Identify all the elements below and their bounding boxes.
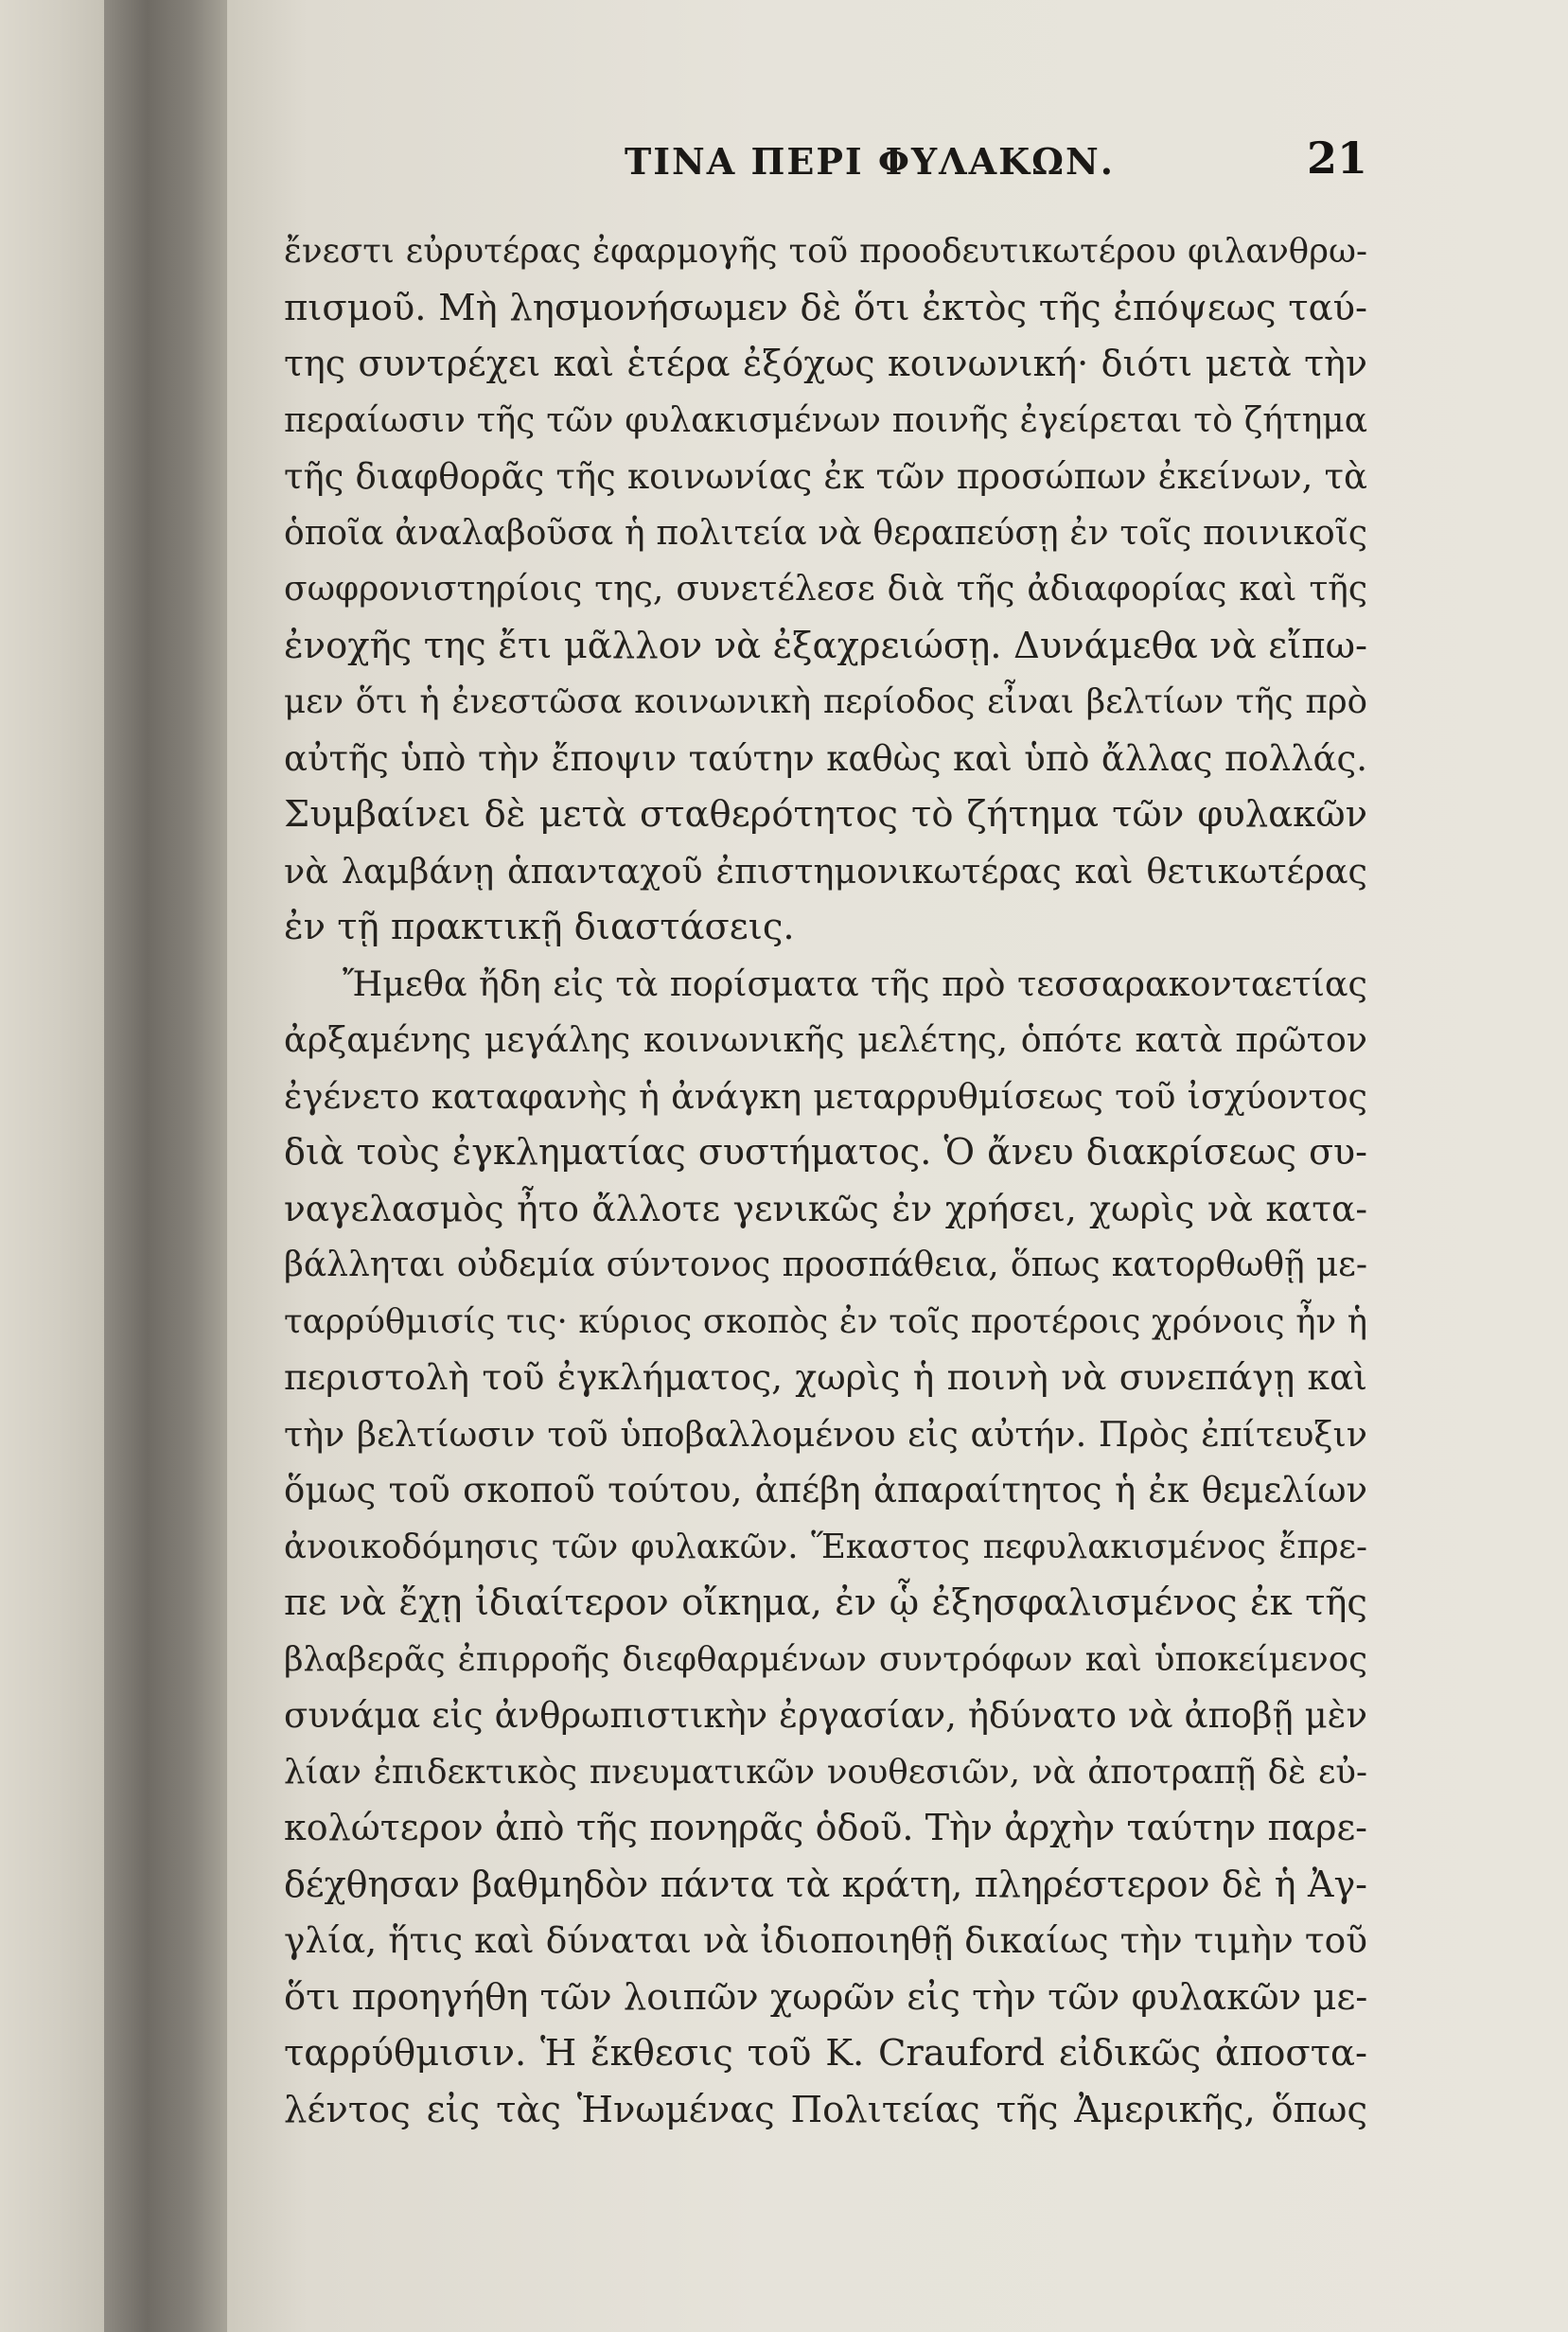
text-line: δέχθησαν βαθμηδὸν πάντα τὰ κράτη, πληρέστερον δὲ ἡ Ἀγ- <box>284 1863 1367 1905</box>
body-text <box>284 223 1367 2138</box>
running-head <box>284 132 1367 199</box>
text-line: ἔνεστι εὐρυτέρας ἐφαρμογῆς τοῦ προοδευτικωτέρου φιλανθρω- <box>284 232 1367 271</box>
text-line: διὰ τοὺς ἐγκληματίας συστήματος. Ὁ ἄνευ διακρίσεως συ- <box>284 1131 1367 1173</box>
text-line: λέντος εἰς τὰς Ἡνωμένας Πολιτείας τῆς Ἀμερικῆς, ὅπως <box>284 2088 1367 2131</box>
page-number: 21 <box>1306 132 1367 184</box>
text-line: τὴν βελτίωσιν τοῦ ὑποβαλλομένου εἰς αὐτήν. Πρὸς ἐπίτευξιν <box>284 1413 1367 1455</box>
text-line: σωφρονιστηρίοις της, συνετέλεσε διὰ τῆς ἀδιαφορίας καὶ τῆς <box>284 570 1367 609</box>
text-line: γλία, ἥτις καὶ δύναται νὰ ἰδιοποιηθῇ δικαίως τὴν τιμὴν τοῦ <box>284 1919 1367 1961</box>
text-line: ἀνοικοδόμησις τῶν φυλακῶν. Ἕκαστος πεφυλακισμένος ἔπρε- <box>284 1527 1367 1566</box>
text-line: συνάμα εἰς ἀνθρωπιστικὴν ἐργασίαν, ἠδύνατο νὰ ἀποβῇ μὲν <box>284 1695 1367 1736</box>
text-line: περιστολὴ τοῦ ἐγκλήματος, χωρὶς ἡ ποινὴ νὰ συνεπάγῃ καὶ <box>284 1356 1367 1398</box>
text-line: βάλληται οὐδεμία σύντονος προσπάθεια, ὅπως κατορθωθῇ με- <box>284 1246 1367 1284</box>
text-line: ὁποῖα ἀναλαβοῦσα ἡ πολιτεία νὰ θεραπεύσῃ ἐν τοῖς ποινικοῖς <box>284 513 1367 553</box>
text-line: Συμβαίνει δὲ μετὰ σταθερότητος τὸ ζήτημα τῶν φυλακῶν <box>284 793 1367 836</box>
text-line: πισμοῦ. Μὴ λησμονήσωμεν δὲ ὅτι ἐκτὸς τῆς ἐπόψεως ταύ- <box>284 286 1367 329</box>
text-line: ἐνοχῆς της ἔτι μᾶλλον νὰ ἐξαχρειώσῃ. Δυνάμεθα νὰ εἴπω- <box>284 624 1367 667</box>
book-gutter <box>104 0 227 2332</box>
facing-page-edge <box>0 0 104 2332</box>
text-line: περαίωσιν τῆς τῶν φυλακισμένων ποινῆς ἐγείρεται τὸ ζήτημα <box>284 400 1367 440</box>
text-line: της συντρέχει καὶ ἑτέρα ἐξόχως κοινωνική· διότι μετὰ τὴν <box>284 343 1367 384</box>
text-line: πε νὰ ἔχῃ ἰδιαίτερον οἴκημα, ἐν ᾧ ἐξησφαλισμένος ἐκ τῆς <box>284 1581 1367 1624</box>
text-line: ἐγένετο καταφανὴς ἡ ἀνάγκη μεταρρυθμίσεως τοῦ ἰσχύοντος <box>284 1075 1367 1117</box>
text-line: ναγελασμὸς ἦτο ἄλλοτε γενικῶς ἐν χρήσει, χωρὶς νὰ κατα- <box>284 1187 1367 1229</box>
text-line: Ἤμεθα ἤδη εἰς τὰ πορίσματα τῆς πρὸ τεσσαρακονταετίας <box>343 963 1367 1004</box>
text-line: ἀρξαμένης μεγάλης κοινωνικῆς μελέτης, ὁπότε κατὰ πρῶτον <box>284 1019 1367 1060</box>
text-line: βλαβερᾶς ἐπιρροῆς διεφθαρμένων συντρόφων καὶ ὑποκείμενος <box>284 1639 1367 1679</box>
text-line: λίαν ἐπιδεκτικὸς πνευματικῶν νουθεσιῶν, νὰ ἀποτραπῇ δὲ εὐ- <box>284 1752 1367 1792</box>
text-line: ταρρύθμισίς τις· κύριος σκοπὸς ἐν τοῖς προτέροις χρόνοις ἦν ἡ <box>284 1301 1367 1341</box>
text-line: ὅτι προηγήθη τῶν λοιπῶν χωρῶν εἰς τὴν τῶν φυλακῶν με- <box>284 1975 1367 2019</box>
text-line: ὅμως τοῦ σκοποῦ τούτου, ἀπέβη ἀπαραίτητος ἡ ἐκ θεμελίων <box>284 1470 1367 1510</box>
text-line: ἐν τῇ πρακτικῇ διαστάσεις. <box>284 906 795 948</box>
text-line: μεν ὅτι ἡ ἐνεστῶσα κοινωνικὴ περίοδος εἶναι βελτίων τῆς πρὸ <box>284 682 1367 721</box>
text-line: ταρρύθμισιν. Ἡ ἔκθεσις τοῦ Κ. Crauford εἰδικῶς ἀποστα- <box>284 2032 1367 2075</box>
text-line: αὐτῆς ὑπὸ τὴν ἔποψιν ταύτην καθὼς καὶ ὑπὸ ἄλλας πολλάς. <box>284 737 1367 779</box>
running-title: ΤΙΝΑ ΠΕΡΙ ΦΥΛΑΚΩΝ. <box>625 140 1115 183</box>
text-line: τῆς διαφθορᾶς τῆς κοινωνίας ἐκ τῶν προσώπων ἐκείνων, τὰ <box>284 456 1367 497</box>
text-line: νὰ λαμβάνῃ ἁπανταχοῦ ἐπιστημονικωτέρας καὶ θετικωτέρας <box>284 850 1367 892</box>
text-line: κολώτερον ἀπὸ τῆς πονηρᾶς ὁδοῦ. Τὴν ἀρχὴν ταύτην παρε- <box>284 1807 1367 1848</box>
